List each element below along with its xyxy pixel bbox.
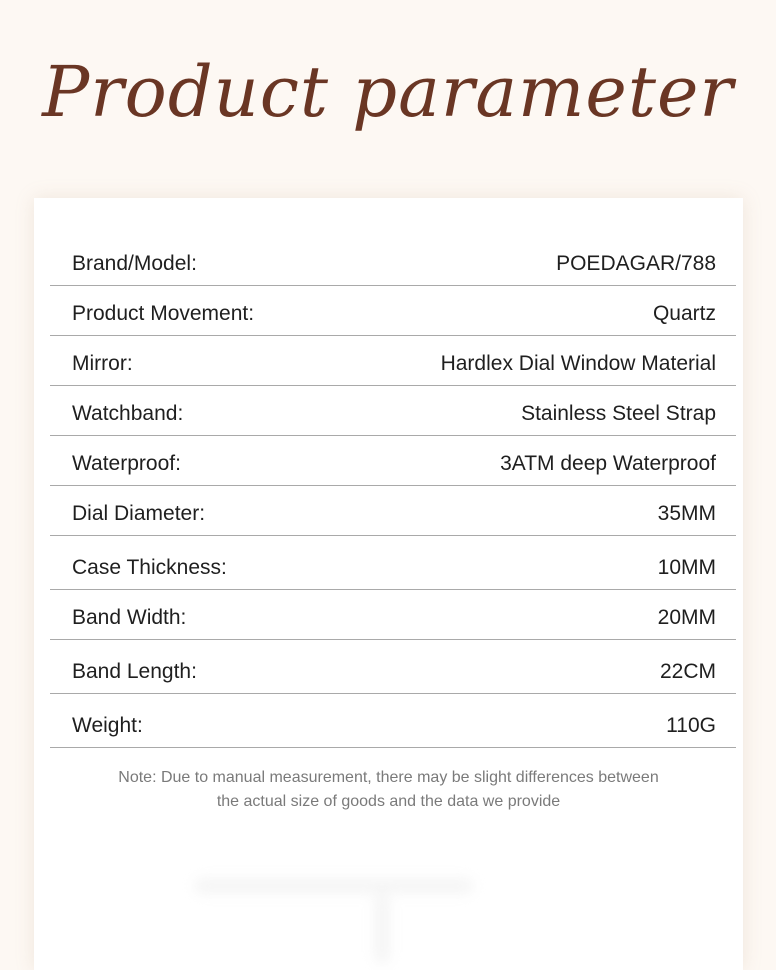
- page-title: Product parameter: [42, 51, 734, 133]
- blurred-decoration: [194, 868, 494, 968]
- spec-row-band-length: [50, 640, 736, 694]
- spec-value: 3ATM deep Waterproof: [500, 452, 716, 475]
- blur-bar: [374, 894, 390, 964]
- spec-row-brand-model: [50, 236, 736, 286]
- spec-table: [50, 236, 736, 748]
- spec-label: Watchband:: [72, 402, 184, 425]
- spec-row-weight: [50, 694, 736, 748]
- spec-label: Product Movement:: [72, 302, 255, 325]
- blur-bar: [194, 878, 474, 894]
- spec-value: 10MM: [657, 556, 716, 579]
- note-line: Note: Due to manual measurement, there may be slight differences between: [118, 769, 659, 786]
- spec-value: 110G: [666, 714, 716, 737]
- spec-card: [34, 198, 743, 970]
- spec-label: Dial Diameter:: [72, 502, 206, 525]
- spec-row-watchband: [50, 386, 736, 436]
- spec-label: Case Thickness:: [72, 556, 227, 579]
- spec-label: Mirror:: [72, 352, 133, 375]
- spec-row-waterproof: [50, 436, 736, 486]
- spec-value: POEDAGAR/788: [556, 252, 716, 275]
- spec-label: Brand/Model:: [72, 252, 197, 275]
- spec-row-case-thickness: [50, 536, 736, 590]
- spec-label: Band Width:: [72, 606, 187, 629]
- spec-value: Quartz: [652, 302, 716, 325]
- spec-value: 22CM: [659, 660, 716, 683]
- spec-row-band-width: [50, 590, 736, 640]
- note-line: the actual size of goods and the data we provide: [216, 793, 561, 810]
- spec-row-mirror: [50, 336, 736, 386]
- spec-row-dial-diameter: [50, 486, 736, 536]
- spec-row-movement: [50, 286, 736, 336]
- spec-label: Weight:: [72, 714, 143, 737]
- spec-label: Waterproof:: [72, 452, 181, 475]
- spec-value: 20MM: [657, 606, 716, 629]
- spec-value: 35MM: [657, 502, 716, 525]
- spec-value: Hardlex Dial Window Material: [440, 352, 716, 375]
- measurement-note: [64, 766, 713, 814]
- spec-value: Stainless Steel Strap: [521, 402, 716, 425]
- spec-label: Band Length:: [72, 660, 197, 683]
